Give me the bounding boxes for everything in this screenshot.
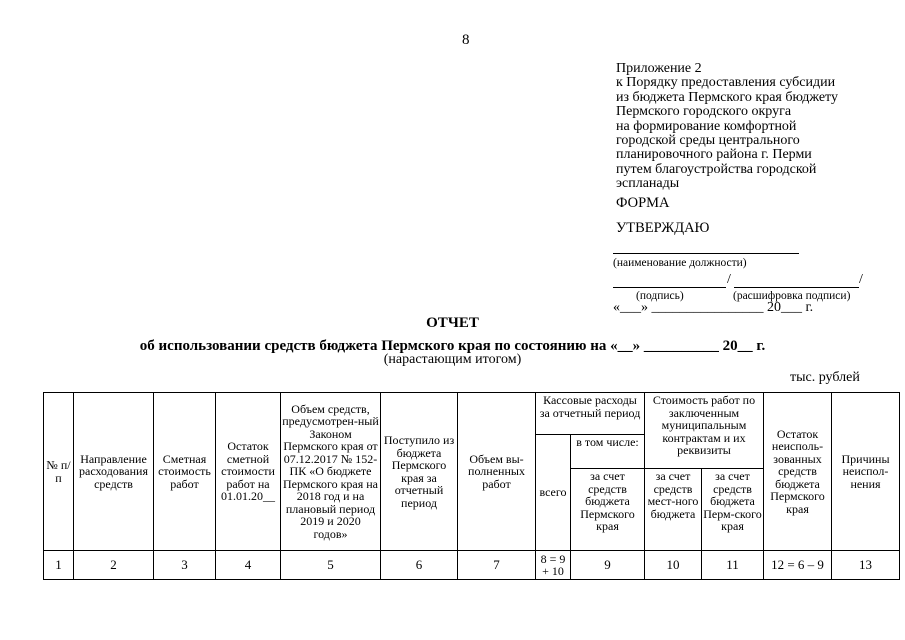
report-title: ОТЧЕТ [426,315,479,331]
col-volume-law-header: Объем средств, предусмотрен-ный Законом Пермского края от 07.12.2017 № 152-ПК «О бюджете Пермского края на 2018 год и на плановый период 2019 и 2020 годов» [281,393,381,551]
form-label: ФОРМА [616,195,670,211]
approve-label: УТВЕРЖДАЮ [616,220,710,236]
col-remaining-header: Остаток сметной стоимости работ на 01.01.20__ [216,393,281,551]
appendix-line: эспланады [616,176,680,192]
appendix-line: Приложение 2 [616,61,702,76]
appendix-line: из бюджета Пермского края бюджету [616,89,838,105]
column-number: 9 [571,551,645,580]
col-direction-header: Направление расходования средств [74,393,154,551]
col-completed-header: Объем вы-полненных работ [458,393,536,551]
units-label: тыс. рублей [790,370,860,385]
appendix-line: планировочного района г. Перми [616,147,812,163]
appendix-heading [616,62,886,192]
col-received-header: Поступило из бюджета Пермского края за отчетный период [381,393,458,551]
column-number: 2 [74,551,154,580]
column-number: 8 = 9 + 10 [536,551,571,580]
column-number: 12 = 6 – 9 [764,551,832,580]
report-table [43,392,900,580]
column-number: 7 [458,551,536,580]
column-number: 10 [645,551,702,580]
approval-date: «___» ________________ 20___ г. [613,300,814,315]
column-number: 11 [702,551,764,580]
column-number: 3 [154,551,216,580]
column-number: 5 [281,551,381,580]
column-number: 13 [832,551,900,580]
report-subtitle-cumulative: (нарастающим итогом) [383,352,522,367]
page-number: 8 [462,32,470,48]
appendix-line: городской среды центрального [616,133,800,149]
col-cash-incl-header: в том числе: [571,435,645,469]
col-contracts-local-header: за счет средств мест-ного бюджета [645,469,702,551]
column-number: 1 [44,551,74,580]
col-unused-header: Остаток неисполь-зованных средств бюджета Пермского края [764,393,832,551]
signature-line [613,287,726,288]
col-cash-regional-header: за счет средств бюджета Пермского края [571,469,645,551]
col-num-header: № п/п [44,393,74,551]
col-contracts-regional-header: за счет средств бюджета Перм-ского края [702,469,764,551]
decoding-caption: (расшифровка подписи) [733,290,851,302]
col-reasons-header: Причины неиспол-нения [832,393,900,551]
column-number: 4 [216,551,281,580]
appendix-line: к Порядку предоставления субсидии [616,75,836,91]
col-estimate-header: Сметная стоимость работ [154,393,216,551]
column-numbers-row [44,551,900,580]
signature-caption: (подпись) [636,290,684,302]
position-caption: (наименование должности) [613,257,747,269]
decoding-slash: / [859,272,863,287]
signature-slash: / [727,272,731,287]
col-cash-header: Кассовые расходы за отчетный период [536,393,645,435]
col-cash-total-header: всего [536,435,571,551]
report-subtitle: об использовании средств бюджета Пермского края по состоянию на «__» __________ 20__ г. [139,338,766,354]
appendix-line: путем благоустройства городской [616,161,817,177]
decoding-line [734,287,859,288]
position-line [613,253,799,254]
column-number: 6 [381,551,458,580]
appendix-line: Пермского городского округа [616,104,792,120]
col-contracts-header: Стоимость работ по заключенным муниципальным контрактам и их реквизиты [645,393,764,469]
appendix-line: на формирование комфортной [616,118,797,134]
